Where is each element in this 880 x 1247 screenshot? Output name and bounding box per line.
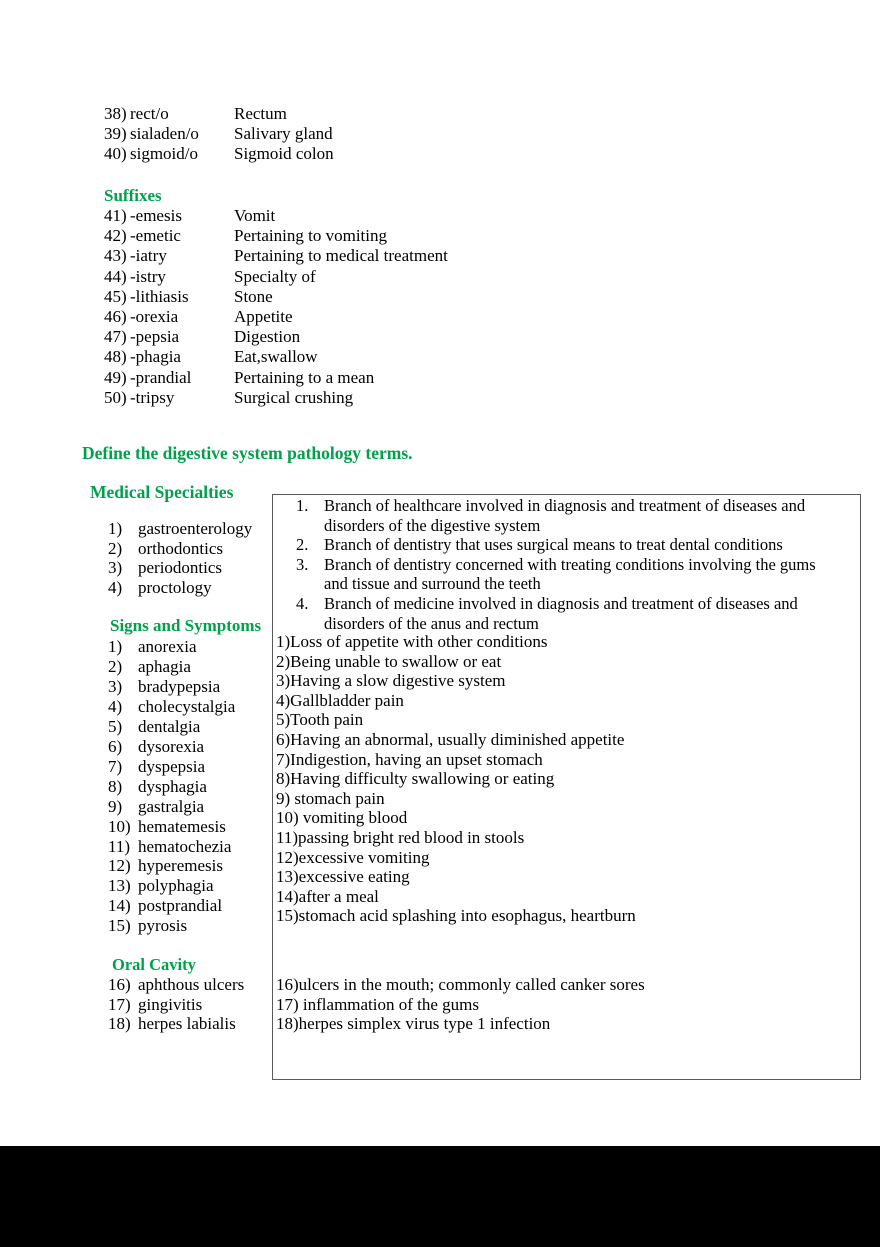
list-item — [108, 737, 235, 757]
signs-and-symptoms-heading: Signs and Symptoms — [110, 616, 262, 635]
term-number: 40) — [104, 144, 127, 164]
list-item-number: 5) — [108, 716, 123, 736]
definition-text: Branch of dentistry concerned with treating conditions involving the gums and tissue and surround the teeth — [324, 554, 816, 594]
term-definition: Vomit — [234, 206, 276, 225]
combining-forms-list — [104, 104, 334, 165]
list-item-number: 1) — [108, 519, 123, 538]
list-item — [108, 697, 235, 717]
list-item-number: 1) — [108, 637, 123, 656]
oral-cavity-definition-list — [276, 975, 645, 1034]
term-number: 38) — [104, 104, 127, 123]
definition-line: 18)herpes simplex virus type 1 infection — [276, 1014, 551, 1034]
term-definition: Surgical crushing — [234, 387, 354, 407]
list-item-label: gastralgia — [138, 796, 205, 816]
term-definition-row — [104, 144, 334, 164]
term-number: 48) — [104, 347, 127, 367]
term-number: 50) — [104, 387, 127, 407]
definition-line: 5)Tooth pain — [276, 710, 364, 730]
definition-line: 16)ulcers in the mouth; commonly called canker sores — [276, 975, 645, 994]
list-item-number: 9) — [108, 796, 123, 816]
list-item-number: 12) — [108, 856, 131, 876]
term-definition: Pertaining to medical treatment — [234, 246, 448, 266]
medical-specialties-term-list — [108, 519, 252, 597]
term-definition: Salivary gland — [234, 124, 333, 144]
term-word: -phagia — [130, 347, 181, 367]
list-item-number: 14) — [108, 896, 131, 916]
definition-line: 12)excessive vomiting — [276, 847, 430, 867]
term-word: rect/o — [130, 104, 169, 123]
term-word: -orexia — [130, 307, 179, 327]
list-item-number: 15) — [108, 916, 131, 936]
term-definition-row — [104, 246, 448, 266]
oral-cavity-heading: Oral Cavity — [112, 955, 196, 974]
list-item-number: 8) — [108, 776, 123, 796]
list-item-label: polyphagia — [138, 876, 214, 896]
term-definition: Specialty of — [234, 266, 316, 286]
term-definition: Digestion — [234, 327, 301, 347]
term-definition: Rectum — [234, 104, 287, 123]
term-number: 42) — [104, 226, 127, 246]
term-definition-row — [104, 327, 448, 347]
term-word: -lithiasis — [130, 286, 189, 306]
list-item — [108, 856, 235, 876]
signs-and-symptoms-definition-list — [276, 632, 636, 926]
list-item — [108, 777, 235, 797]
term-definition-row — [104, 206, 448, 226]
list-item — [108, 539, 252, 559]
list-item-label: dysphagia — [138, 776, 207, 796]
term-word: -emesis — [130, 206, 182, 225]
term-number: 45) — [104, 286, 127, 306]
suffixes-list — [104, 206, 448, 408]
term-number: 43) — [104, 246, 127, 266]
list-item-label: pyrosis — [138, 916, 188, 936]
suffixes-heading: Suffixes — [104, 186, 162, 205]
term-definition-row — [104, 287, 448, 307]
term-word: -prandial — [130, 367, 192, 387]
list-item-number: 17) — [108, 994, 131, 1014]
list-item — [108, 519, 252, 539]
list-item-label: hyperemesis — [138, 856, 223, 876]
definition-line: 17) inflammation of the gums — [276, 994, 480, 1014]
list-item — [108, 637, 235, 657]
definition-text: Branch of medicine involved in diagnosis and treatment of diseases and disorders of the anus and rectum — [324, 593, 798, 633]
list-item-label: hematochezia — [138, 836, 232, 856]
signs-and-symptoms-term-list — [108, 637, 235, 936]
list-item-label: periodontics — [138, 558, 223, 578]
list-item-label: anorexia — [138, 637, 197, 656]
term-word: -iatry — [130, 246, 167, 266]
list-item-label: dyspepsia — [138, 756, 206, 776]
definition-line: 11)passing bright red blood in stools — [276, 827, 525, 847]
list-item-number: 2) — [108, 656, 123, 676]
list-item-number: 3) — [108, 676, 123, 696]
term-definition: Eat,swallow — [234, 347, 318, 367]
list-item-label: hematemesis — [138, 816, 226, 836]
term-definition: Sigmoid colon — [234, 144, 334, 164]
medical-specialties-heading: Medical Specialties — [90, 482, 234, 502]
term-word: -pepsia — [130, 327, 180, 347]
term-definition-row — [104, 267, 448, 287]
list-item-number: 2) — [108, 538, 123, 558]
term-definition-row — [104, 388, 448, 408]
term-number: 47) — [104, 327, 127, 347]
term-definition: Appetite — [234, 307, 293, 327]
term-definition-row — [104, 226, 448, 246]
list-item-label: postprandial — [138, 896, 223, 916]
list-item-number: 3) — [108, 558, 123, 578]
list-item — [108, 657, 235, 677]
definition-line: 15)stomach acid splashing into esophagus, heartburn — [276, 906, 636, 926]
list-item — [108, 558, 252, 578]
definition-text: Branch of healthcare involved in diagnosis and treatment of diseases and disorders of the digestive system — [324, 496, 806, 535]
definition-line: 4)Gallbladder pain — [276, 690, 404, 710]
list-item — [108, 578, 252, 598]
list-item — [108, 817, 235, 837]
list-item — [108, 757, 235, 777]
term-definition: Pertaining to vomiting — [234, 226, 387, 246]
medical-specialties-definition-list — [292, 496, 852, 633]
term-number: 41) — [104, 206, 127, 225]
list-item-label: dysorexia — [138, 736, 205, 756]
definition-line: 9) stomach pain — [276, 788, 385, 808]
definition-line: 8)Having difficulty swallowing or eating — [276, 769, 555, 789]
list-item-number: 16) — [108, 975, 131, 994]
list-item — [108, 975, 244, 995]
list-item — [108, 797, 235, 817]
list-item — [108, 876, 235, 896]
bottom-black-bar — [0, 1146, 880, 1247]
list-item-label: dentalgia — [138, 716, 201, 736]
term-word: sialaden/o — [130, 124, 199, 144]
term-definition: Stone — [234, 286, 273, 306]
definition-row — [292, 594, 852, 633]
definition-text: Branch of dentistry that uses surgical means to treat dental conditions — [324, 535, 783, 555]
list-item-number: 4) — [108, 696, 123, 716]
definition-line: 14)after a meal — [276, 886, 379, 906]
term-word: -emetic — [130, 226, 181, 246]
definition-number: 2. — [296, 535, 309, 555]
list-item-label: cholecystalgia — [138, 696, 236, 716]
term-number: 44) — [104, 266, 127, 286]
definition-line: 6)Having an abnormal, usually diminished appetite — [276, 729, 625, 749]
term-number: 46) — [104, 307, 127, 327]
list-item — [108, 896, 235, 916]
term-definition-row — [104, 307, 448, 327]
list-item-number: 10) — [108, 816, 131, 836]
list-item-label: aphthous ulcers — [138, 975, 245, 994]
list-item-number: 6) — [108, 736, 123, 756]
list-item-number: 7) — [108, 756, 123, 776]
term-word: sigmoid/o — [130, 144, 199, 164]
list-item-label: gastroenterology — [138, 519, 253, 538]
list-item-number: 13) — [108, 876, 131, 896]
definition-line: 13)excessive eating — [276, 867, 410, 887]
definition-row — [292, 535, 852, 555]
list-item-number: 11) — [108, 836, 131, 856]
list-item-number: 18) — [108, 1014, 131, 1034]
definition-line: 3)Having a slow digestive system — [276, 671, 506, 691]
list-item-label: orthodontics — [138, 538, 223, 558]
term-word: -tripsy — [130, 387, 175, 407]
definition-line: 2)Being unable to swallow or eat — [276, 651, 502, 671]
list-item — [108, 916, 235, 936]
definition-row — [292, 555, 852, 594]
definition-line: 7)Indigestion, having an upset stomach — [276, 749, 543, 769]
list-item-label: proctology — [138, 577, 212, 597]
definition-number: 3. — [296, 554, 309, 574]
list-item — [108, 1014, 244, 1034]
definition-line: 10) vomiting blood — [276, 808, 408, 828]
list-item — [108, 677, 235, 697]
term-definition-row — [104, 347, 448, 367]
term-word: -istry — [130, 266, 166, 286]
definition-number: 4. — [296, 593, 309, 613]
definition-row — [292, 496, 852, 535]
term-definition-row — [104, 124, 334, 144]
page-section-heading: Define the digestive system pathology terms. — [82, 443, 413, 463]
term-definition-row — [104, 368, 448, 388]
definition-number: 1. — [296, 496, 309, 515]
term-number: 39) — [104, 124, 127, 144]
list-item-label: bradypepsia — [138, 676, 221, 696]
list-item — [108, 717, 235, 737]
list-item — [108, 995, 244, 1015]
definition-line: 1)Loss of appetite with other conditions — [276, 632, 548, 651]
list-item-label: gingivitis — [138, 994, 203, 1014]
term-number: 49) — [104, 367, 127, 387]
oral-cavity-term-list — [108, 975, 244, 1034]
list-item — [108, 837, 235, 857]
list-item-number: 4) — [108, 577, 123, 597]
term-definition-row — [104, 104, 334, 124]
term-definition: Pertaining to a mean — [234, 367, 375, 387]
list-item-label: aphagia — [138, 656, 191, 676]
list-item-label: herpes labialis — [138, 1014, 236, 1034]
